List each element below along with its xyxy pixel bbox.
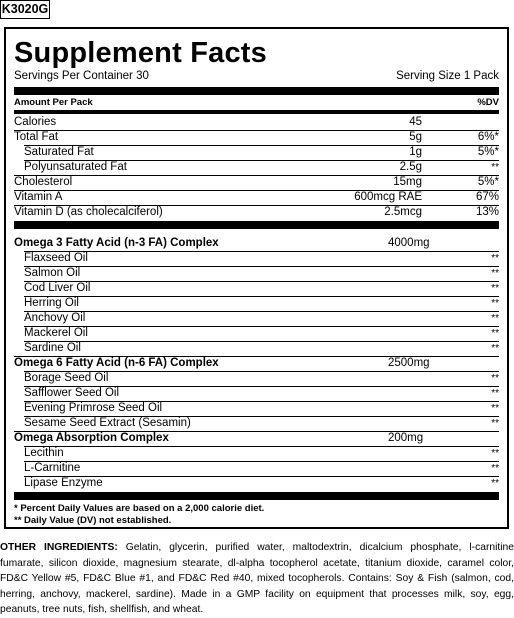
- complex-name: Omega Absorption Complex: [14, 432, 169, 444]
- ingredient-name: L-Carnitine: [24, 462, 81, 474]
- other-ingredients-label: OTHER INGREDIENTS:: [0, 542, 118, 553]
- ingredient-dv: **: [491, 313, 499, 324]
- nutrient-row: [14, 145, 499, 160]
- nutrient-dv: 6%*: [477, 131, 499, 143]
- complex-amount: 200mg: [388, 432, 424, 444]
- ingredient-row: [14, 296, 499, 311]
- ingredient-dv: **: [491, 283, 499, 294]
- nutrient-amount: 2.5g: [399, 161, 422, 173]
- nutrient-dv: **: [491, 162, 499, 173]
- ingredient-name: Evening Primrose Seed Oil: [24, 402, 163, 414]
- omega6-complex-row: [14, 356, 499, 371]
- ingredient-name: Mackerel Oil: [24, 327, 88, 339]
- ingredient-name: Flaxseed Oil: [24, 252, 88, 264]
- nutrient-name: Cholesterol: [14, 176, 73, 188]
- ingredient-row: [14, 476, 499, 491]
- ingredient-row: [14, 401, 499, 416]
- ingredient-row: [14, 446, 499, 461]
- ingredient-dv: **: [491, 298, 499, 309]
- ingredient-name: Sardine Oil: [24, 342, 81, 354]
- dv-header: %DV: [477, 97, 499, 108]
- footnote-dv: * Percent Daily Values are based on a 2,000 calorie diet.: [14, 503, 265, 514]
- thick-divider: [14, 221, 499, 229]
- footnote-not-established: ** Daily Value (DV) not established.: [14, 515, 172, 526]
- thick-divider: [14, 492, 499, 500]
- nutrient-dv: 67%: [475, 191, 499, 203]
- ingredient-dv: **: [491, 388, 499, 399]
- nutrient-dv: 13%: [475, 206, 499, 218]
- ingredient-dv: **: [491, 373, 499, 384]
- nutrient-amount: 5g: [409, 131, 422, 143]
- nutrient-name: Total Fat: [14, 131, 59, 143]
- column-header: [14, 97, 499, 109]
- panel-title: Supplement Facts: [14, 37, 267, 69]
- nutrient-row: [14, 175, 499, 190]
- serving-info: [14, 70, 499, 84]
- servings-per-container: Servings Per Container 30: [14, 70, 149, 82]
- ingredient-name: Lipase Enzyme: [24, 477, 103, 489]
- complex-amount: 2500mg: [388, 357, 430, 369]
- ingredient-name: Borage Seed Oil: [24, 372, 109, 384]
- ingredient-row: [14, 461, 499, 476]
- nutrient-name: Vitamin A: [14, 191, 63, 203]
- ingredient-name: Sesame Seed Extract (Sesamin): [24, 417, 191, 429]
- ingredient-dv: **: [491, 253, 499, 264]
- ingredient-row: [14, 416, 499, 431]
- complex-name: Omega 6 Fatty Acid (n-6 FA) Complex: [14, 357, 219, 369]
- ingredient-row: [14, 311, 499, 326]
- absorption-complex-row: [14, 431, 499, 446]
- ingredient-row: [14, 341, 499, 356]
- other-ingredients-text: Gelatin, glycerin, purified water, maltodextrin, dicalcium phosphate, l-carnitine fumarate, silicon dioxide, magnesium stearate, dl-alpha tocopherol acetate, titanium dioxide, caramel color, FD&C Yellow #5, FD&C Blue #1, and FD&C Red #40, mixed tocopherols. Contains: Soy & Fish (salmon, cod, herring, anchovy, mackerel, sardine). Made in a GMP facility on equipment that processes milk, soy, egg, peanuts, tree nuts, fish, shellfish, and wheat.: [0, 542, 514, 615]
- ingredient-name: Herring Oil: [24, 297, 79, 309]
- ingredient-name: Salmon Oil: [24, 267, 81, 279]
- other-ingredients: [0, 540, 514, 618]
- medium-divider: [14, 110, 499, 114]
- nutrient-row: [14, 160, 499, 175]
- nutrient-dv: 5%*: [477, 176, 499, 188]
- ingredient-name: Safflower Seed Oil: [24, 387, 120, 399]
- supplement-facts-panel: [4, 27, 509, 529]
- nutrient-amount: 2.5mcg: [384, 206, 422, 218]
- ingredient-row: [14, 281, 499, 296]
- ingredient-dv: **: [491, 403, 499, 414]
- nutrient-amount: 1g: [409, 146, 422, 158]
- nutrient-row: [14, 130, 499, 145]
- complex-amount: 4000mg: [388, 237, 430, 249]
- nutrient-amount: 15mg: [393, 176, 422, 188]
- ingredient-row: [14, 251, 499, 266]
- thick-divider: [14, 87, 499, 95]
- serving-size: Serving Size 1 Pack: [396, 70, 499, 82]
- ingredient-dv: **: [491, 478, 499, 489]
- nutrient-name: Vitamin D (as cholecalciferol): [14, 206, 163, 218]
- ingredient-dv: **: [491, 268, 499, 279]
- omega3-complex-row: [14, 236, 499, 251]
- ingredient-row: [14, 371, 499, 386]
- nutrient-name: Calories: [14, 116, 57, 128]
- amount-header: Amount Per Pack: [14, 97, 93, 108]
- ingredient-name: Anchovy Oil: [24, 312, 86, 324]
- nutrient-row: [14, 115, 499, 130]
- ingredient-name: Lecithin: [24, 447, 64, 459]
- nutrient-name: Polyunsaturated Fat: [24, 161, 127, 173]
- nutrient-amount: 600mcg RAE: [354, 191, 422, 203]
- ingredient-dv: **: [491, 328, 499, 339]
- ingredient-dv: **: [491, 448, 499, 459]
- nutrient-row: [14, 205, 499, 220]
- nutrient-name: Saturated Fat: [24, 146, 94, 158]
- nutrient-dv: 5%*: [477, 146, 499, 158]
- ingredient-row: [14, 386, 499, 401]
- ingredient-dv: **: [491, 418, 499, 429]
- product-code: K3020G: [0, 0, 50, 19]
- ingredient-row: [14, 266, 499, 281]
- complex-name: Omega 3 Fatty Acid (n-3 FA) Complex: [14, 237, 219, 249]
- ingredient-row: [14, 326, 499, 341]
- nutrient-amount: 45: [409, 116, 422, 128]
- nutrient-row: [14, 190, 499, 205]
- ingredient-name: Cod Liver Oil: [24, 282, 91, 294]
- ingredient-dv: **: [491, 343, 499, 354]
- ingredient-dv: **: [491, 463, 499, 474]
